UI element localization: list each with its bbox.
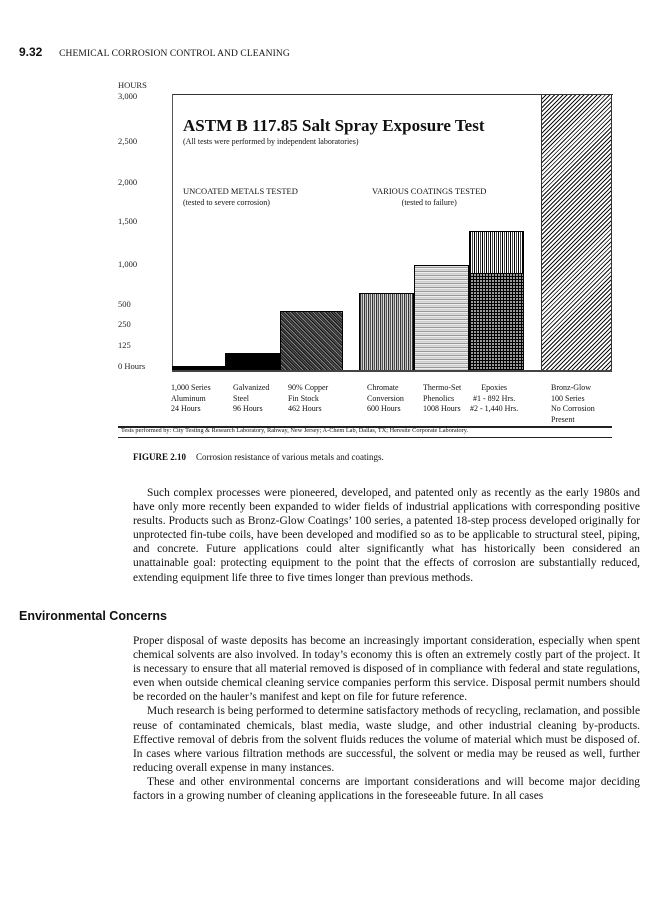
cat-line: Galvanized (233, 383, 270, 392)
y-tick: 1,500 (118, 216, 138, 226)
cat-line: Chromate (367, 383, 399, 392)
y-tick: 2,000 (118, 177, 138, 187)
bar-epoxy-1 (469, 273, 524, 371)
group-label: UNCOATED METALS TESTED (183, 186, 298, 196)
category-label (367, 383, 404, 415)
body-section (133, 634, 640, 803)
figure-label: FIGURE 2.10 (133, 452, 187, 462)
bar-thermo-set-phenolics (414, 265, 469, 371)
paragraph-text: Such complex processes were pioneered, developed, and patented only as recently as the early 1980s and have only more recently been expanded to wider fields of industrial applications with corresponding positive results. Products such as Bronz-Glow Coatings’ 100 series, a patented 18-step process developed originally for unprotected fin-tube coils, have been developed and modified so as to be applicable to structural steel, piping, and concrete. Future applications could alter significantly what has historically been considered an unattainable goal: protecting equipment to the point that the effects of corrosion are substantially reduced, extending equipment life three to five times longer than previous methods. (133, 487, 640, 584)
bar-galvanized-steel (225, 353, 280, 371)
cat-line: 462 Hours (288, 404, 322, 413)
cat-line: Steel (233, 393, 249, 403)
y-tick: 125 (118, 340, 131, 350)
category-label (551, 383, 595, 425)
group-note: (tested to failure) (401, 198, 457, 207)
running-title: CHEMICAL CORROSION CONTROL AND CLEANING (59, 49, 290, 59)
y-tick: 1,000 (118, 259, 138, 269)
page-number: 9.32 (19, 45, 43, 59)
cat-line: 600 Hours (367, 404, 401, 413)
cat-line: 1,000 Series (171, 383, 211, 392)
cat-line: Bronz-Glow (551, 383, 591, 392)
paragraph-text: Proper disposal of waste deposits has become an increasingly important consideration, especially when spent chemical solvents are also involved. In today’s economy this is often an extremely costly part of the project. It is necessary to ensure that all material removed is disposed of in compliance with federal and state regulations, even when outside chemical cleaning service companies perform this service. Disposal permit numbers should be recorded on the hauler’s manifest and kept on file for future reference. (133, 635, 640, 704)
section-heading: Environmental Concerns (19, 609, 167, 623)
cat-line: 96 Hours (233, 404, 263, 413)
group-note: (tested to severe corrosion) (183, 198, 270, 207)
y-tick: 0 Hours (118, 361, 146, 371)
category-label (233, 383, 269, 415)
cat-line: Aluminum (171, 393, 206, 403)
y-tick: 250 (118, 319, 131, 329)
divider (118, 437, 612, 438)
cat-line: #1 - 892 Hrs. (473, 393, 516, 403)
cat-line: Phenolics (423, 393, 455, 403)
category-label (171, 383, 211, 415)
cat-line: Epoxies (481, 383, 507, 392)
group-label: VARIOUS COATINGS TESTED (372, 186, 487, 196)
group-uncoated (183, 186, 298, 208)
cat-line: Thermo-Set (423, 383, 462, 392)
category-label (423, 383, 461, 415)
category-label (288, 383, 328, 415)
running-head (19, 45, 290, 59)
paragraph-text: These and other environmental concerns are important considerations and will become major deciding factors in a growing number of cleaning applications in the foreseeable future. In all cases (133, 775, 640, 803)
category-label (470, 383, 518, 415)
y-tick: 500 (118, 299, 131, 309)
y-tick: 3,000 (118, 91, 138, 101)
bar-chromate-conversion (359, 293, 414, 371)
cat-line: 100 Series (551, 393, 585, 403)
cat-line: No Corrosion (551, 404, 595, 413)
figure-caption (133, 452, 384, 462)
group-coatings (372, 186, 486, 208)
cat-line: Conversion (367, 393, 404, 403)
cat-line: Fin Stock (288, 393, 319, 403)
chart-credit: Tests performed by: City Testing & Research Laboratory, Rahway, New Jersey; A-Chem Lab, Dallas, TX; Heresite Corporate Laboratory. (121, 427, 469, 434)
bar-bronz-glow (541, 94, 612, 371)
cat-line: Present (551, 414, 575, 424)
y-axis-label: HOURS (118, 80, 147, 90)
chart-title: ASTM B 117.85 Salt Spray Exposure Test (183, 116, 485, 135)
cat-line: 24 Hours (171, 404, 201, 413)
paragraph-text: Much research is being performed to determine satisfactory methods of recycling, reclamation, and possible reuse of contaminated chemicals, blast media, waste sludge, and other industrial cleaning by-products. Effective removal of debris from the solvent fluids reduces the volume of material which must be disposed of. In cases where various filtration methods are successful, the solvent or media may be reused as well, further reducing overall expense in many instances. (133, 705, 640, 774)
y-tick: 2,500 (118, 136, 138, 146)
chart-subtitle: (All tests were performed by independent laboratories) (183, 137, 359, 146)
cat-line: 1008 Hours (423, 404, 461, 413)
body-paragraph (133, 486, 640, 585)
cat-line: #2 - 1,440 Hrs. (470, 404, 519, 413)
bar-epoxy-2 (469, 231, 524, 274)
figure-caption-text: Corrosion resistance of various metals and coatings. (196, 452, 384, 462)
cat-line: 90% Copper (288, 383, 329, 392)
x-axis (172, 370, 612, 372)
bar-copper-fin-stock (280, 311, 343, 371)
